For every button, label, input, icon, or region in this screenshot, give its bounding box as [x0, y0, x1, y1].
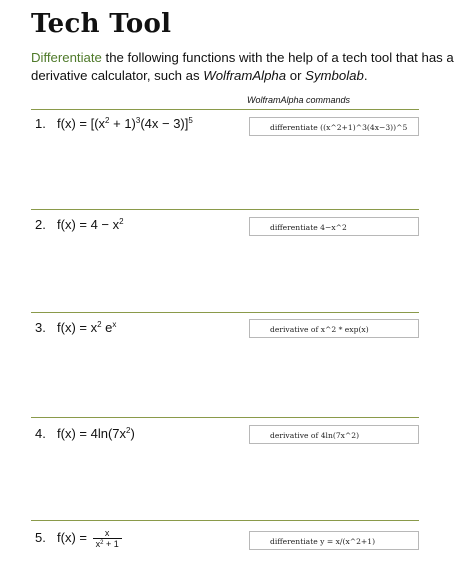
problem-number: 2.: [35, 217, 46, 232]
function-lhs: f(x) =: [57, 529, 91, 545]
section-divider: [31, 417, 419, 418]
page-title: Tech Tool: [31, 9, 172, 39]
instruction-or: or: [286, 68, 306, 83]
problem-number: 3.: [35, 320, 46, 335]
section-divider: [31, 520, 419, 521]
problem-1: [35, 116, 193, 131]
section-divider: [31, 109, 419, 110]
section-divider: [31, 312, 419, 313]
instruction-line2: derivative calculator, such as: [31, 68, 204, 83]
command-box-4[interactable]: derivative of 4ln(7x^2): [249, 425, 419, 444]
function-fraction: $\frac{x}{x^2 + 1}$: [93, 528, 122, 549]
function-lhs: f(x) =: [57, 320, 91, 335]
function-lhs: f(x) =: [57, 116, 91, 131]
function-lhs: f(x) =: [57, 217, 91, 232]
instruction-period: .: [363, 68, 368, 83]
problem-number: 5.: [35, 529, 46, 545]
problem-5: [35, 528, 122, 549]
function-expression: $4 - x^2$: [90, 217, 124, 232]
tool-name-symbolab: Symbolab: [305, 68, 364, 83]
function-expression: $4\ln(7x^2)$: [90, 426, 135, 441]
command-box-1[interactable]: differentiate ((x^2+1)^3(4x−3))^5: [249, 117, 419, 136]
function-expression: $[(x^2 + 1)^3(4x - 3)]^5$: [90, 116, 193, 131]
command-box-2[interactable]: differentiate 4−x^2: [249, 217, 419, 236]
problem-number: 4.: [35, 426, 46, 441]
command-box-3[interactable]: derivative of x^2 * exp(x): [249, 319, 419, 338]
command-box-5[interactable]: differentiate y = x/(x^2+1): [249, 531, 419, 550]
instructions: [31, 49, 461, 85]
problem-3: [35, 320, 116, 335]
instruction-highlight: Differentiate: [31, 50, 102, 65]
problem-2: [35, 217, 124, 232]
problem-4: [35, 426, 135, 441]
section-divider: [31, 209, 419, 210]
instruction-line1: the following functions with the help of a tech tool that has a: [101, 50, 454, 65]
problem-number: 1.: [35, 116, 46, 131]
function-lhs: f(x) =: [57, 426, 91, 441]
tool-name-wolframalpha: WolframAlpha: [203, 68, 287, 83]
function-expression: $x^2$ $e^x$: [90, 320, 117, 335]
commands-column-header: WolframAlpha commands: [247, 95, 351, 105]
